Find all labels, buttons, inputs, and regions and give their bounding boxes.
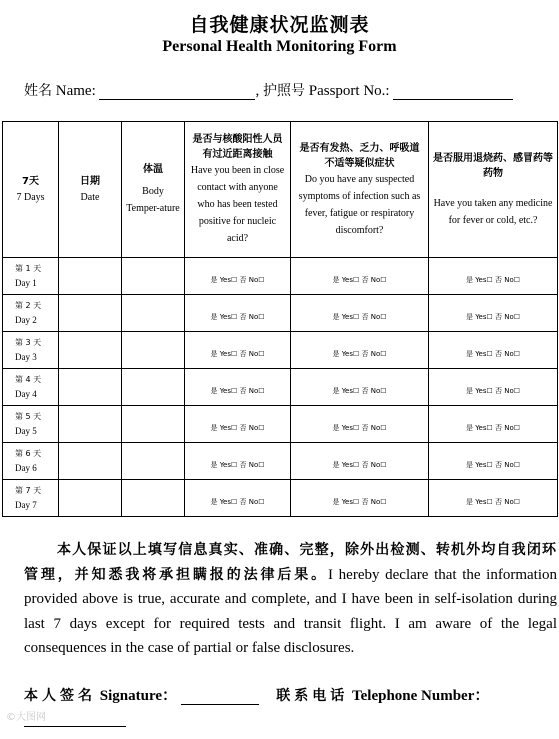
table-row — [3, 369, 558, 406]
table-row — [3, 406, 558, 443]
signature-line — [24, 684, 558, 705]
temperature-cell[interactable] — [122, 369, 185, 406]
day-label-cell — [3, 332, 59, 369]
date-cell[interactable] — [59, 406, 122, 443]
name-field[interactable] — [99, 83, 255, 100]
date-cell[interactable] — [59, 295, 122, 332]
medicine-yes-no-cell[interactable] — [429, 369, 558, 406]
passport-field[interactable] — [393, 83, 513, 100]
day-label-cell — [3, 369, 59, 406]
temperature-cell[interactable] — [122, 480, 185, 517]
medicine-yes-no-cell[interactable] — [429, 332, 558, 369]
medicine-yes-no-cell[interactable] — [429, 406, 558, 443]
name-separator: , — [255, 83, 260, 99]
yes-no-checkbox[interactable]: 是 Yes☐ 否 No☐ — [332, 386, 387, 395]
yes-no-checkbox[interactable]: 是 Yes☐ 否 No☐ — [332, 312, 387, 321]
date-cell[interactable] — [59, 443, 122, 480]
name-label-en: Name: — [55, 83, 96, 99]
yes-no-checkbox[interactable]: 是 Yes☐ 否 No☐ — [210, 312, 265, 321]
medicine-yes-no-cell[interactable] — [429, 295, 558, 332]
day-label-cell — [3, 258, 59, 295]
header-close-contact: 是否与核酸阳性人员有过近距离接触 Have you been in close contact with anyone who has been tested positive for nucleic acid? — [185, 122, 291, 258]
date-cell[interactable] — [59, 258, 122, 295]
table-row — [3, 480, 558, 517]
header-symptoms: 是否有发热、乏力、呼吸道不适等疑似症状 Do you have any suspected symptoms of infection such as fever, fatigue or respiratory discomfort? — [291, 122, 429, 258]
yes-no-checkbox[interactable]: 是 Yes☐ 否 No☐ — [210, 423, 265, 432]
day-label-en: Day 7 — [15, 500, 37, 510]
contact-yes-no-cell[interactable] — [185, 295, 291, 332]
contact-yes-no-cell[interactable] — [185, 443, 291, 480]
monitoring-table — [2, 121, 558, 517]
day-label-en: Day 6 — [15, 463, 37, 473]
day-label-cell — [3, 443, 59, 480]
symptoms-yes-no-cell[interactable] — [291, 295, 429, 332]
day-label-en: Day 1 — [15, 278, 37, 288]
yes-no-checkbox[interactable]: 是 Yes☐ 否 No☐ — [210, 275, 265, 284]
yes-no-checkbox[interactable]: 是 Yes☐ 否 No☐ — [465, 423, 521, 432]
header-body-temperature: 体温 Body Temper-ature — [122, 122, 185, 258]
day-label-cn: 第 4 天 — [15, 375, 42, 384]
yes-no-checkbox[interactable]: 是 Yes☐ 否 No☐ — [210, 386, 265, 395]
name-passport-line — [24, 80, 558, 100]
passport-label-cn: 护照号 — [262, 83, 305, 99]
table-row — [3, 332, 558, 369]
yes-no-checkbox[interactable]: 是 Yes☐ 否 No☐ — [332, 497, 387, 506]
symptoms-yes-no-cell[interactable] — [291, 443, 429, 480]
telephone-label-cn: 联系电话 — [276, 688, 349, 704]
yes-no-checkbox[interactable]: 是 Yes☐ 否 No☐ — [332, 423, 387, 432]
date-cell[interactable] — [59, 369, 122, 406]
day-label-cn: 第 1 天 — [15, 264, 42, 273]
symptoms-yes-no-cell[interactable] — [291, 332, 429, 369]
symptoms-yes-no-cell[interactable] — [291, 258, 429, 295]
form-title-english: Personal Health Monitoring Form — [162, 38, 397, 55]
yes-no-checkbox[interactable]: 是 Yes☐ 否 No☐ — [465, 460, 521, 469]
day-label-cell — [3, 406, 59, 443]
symptoms-yes-no-cell[interactable] — [291, 369, 429, 406]
day-label-en: Day 2 — [15, 315, 37, 325]
signature-label-cn: 本人签名 — [24, 688, 96, 704]
table-row — [3, 443, 558, 480]
temperature-cell[interactable] — [122, 258, 185, 295]
day-label-cell — [3, 480, 59, 517]
temperature-cell[interactable] — [122, 406, 185, 443]
header-days: 7天 7 Days — [3, 122, 59, 258]
name-label-cn: 姓名 — [24, 83, 52, 99]
contact-yes-no-cell[interactable] — [185, 369, 291, 406]
telephone-label-en: Telephone Number： — [351, 688, 490, 704]
yes-no-checkbox[interactable]: 是 Yes☐ 否 No☐ — [332, 460, 387, 469]
header-medicine: 是否服用退烧药、感冒药等药物 Have you taken any medicine for fever or cold, etc.? — [429, 122, 558, 258]
contact-yes-no-cell[interactable] — [185, 332, 291, 369]
table-header-row — [3, 122, 558, 258]
day-label-cn: 第 7 天 — [15, 486, 42, 495]
temperature-cell[interactable] — [122, 443, 185, 480]
medicine-yes-no-cell[interactable] — [429, 480, 558, 517]
signature-label-en: Signature： — [99, 688, 177, 704]
header-date: 日期 Date — [59, 122, 122, 258]
form-title-chinese: 自我健康状况监测表 — [189, 14, 370, 36]
symptoms-yes-no-cell[interactable] — [291, 406, 429, 443]
temperature-cell[interactable] — [122, 332, 185, 369]
yes-no-checkbox[interactable]: 是 Yes☐ 否 No☐ — [465, 386, 521, 395]
contact-yes-no-cell[interactable] — [185, 258, 291, 295]
declaration-english: I hereby declare that the information provided above is true, accurate and complete, and I have been in self-isolation during last 7 days except for required tests and transit flight. I am aware of the legal consequences in the case of partial or false disclosures. — [24, 566, 557, 656]
table-row — [3, 258, 558, 295]
day-label-cn: 第 3 天 — [15, 338, 42, 347]
medicine-yes-no-cell[interactable] — [429, 258, 558, 295]
declaration-chinese: 本人保证以上填写信息真实、准确、完整，除外出检测、转机外均自我闭环管理，并知悉我将承担瞒报的法律后果。 — [24, 542, 557, 583]
day-label-en: Day 4 — [15, 389, 37, 399]
yes-no-checkbox[interactable]: 是 Yes☐ 否 No☐ — [210, 460, 265, 469]
day-label-en: Day 5 — [15, 426, 37, 436]
signature-field[interactable] — [181, 688, 259, 705]
passport-label-en: Passport No.: — [308, 83, 390, 99]
day-label-cn: 第 5 天 — [15, 412, 42, 421]
contact-yes-no-cell[interactable] — [185, 480, 291, 517]
yes-no-checkbox[interactable]: 是 Yes☐ 否 No☐ — [465, 497, 521, 506]
yes-no-checkbox[interactable]: 是 Yes☐ 否 No☐ — [210, 349, 265, 358]
day-label-cn: 第 6 天 — [15, 449, 42, 458]
contact-yes-no-cell[interactable] — [185, 406, 291, 443]
yes-no-checkbox[interactable]: 是 Yes☐ 否 No☐ — [332, 275, 387, 284]
watermark-logo: ©大图网 — [6, 712, 46, 723]
temperature-cell[interactable] — [122, 295, 185, 332]
yes-no-checkbox[interactable]: 是 Yes☐ 否 No☐ — [332, 349, 387, 358]
day-label-cn: 第 2 天 — [15, 301, 42, 310]
yes-no-checkbox[interactable]: 是 Yes☐ 否 No☐ — [465, 349, 521, 358]
declaration-paragraph — [24, 538, 557, 661]
date-cell[interactable] — [59, 480, 122, 517]
day-label-cell — [3, 295, 59, 332]
date-cell[interactable] — [59, 332, 122, 369]
symptoms-yes-no-cell[interactable] — [291, 480, 429, 517]
yes-no-checkbox[interactable]: 是 Yes☐ 否 No☐ — [465, 312, 521, 321]
day-label-en: Day 3 — [15, 352, 37, 362]
medicine-yes-no-cell[interactable] — [429, 443, 558, 480]
table-row — [3, 295, 558, 332]
yes-no-checkbox[interactable]: 是 Yes☐ 否 No☐ — [210, 497, 265, 506]
yes-no-checkbox[interactable]: 是 Yes☐ 否 No☐ — [465, 275, 521, 284]
